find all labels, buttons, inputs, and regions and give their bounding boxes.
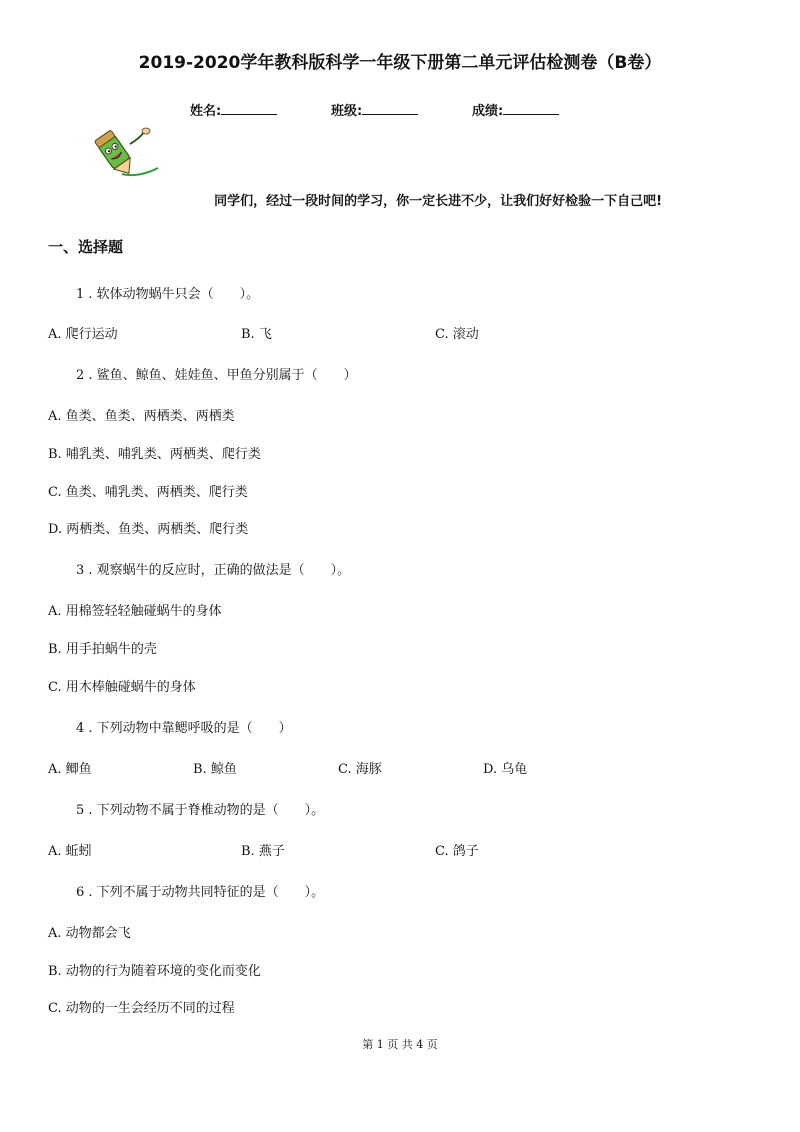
question-4: 4 . 下列动物中靠鳃呼吸的是（ ） — [76, 721, 292, 736]
q4-option-d[interactable]: D. 乌龟 — [483, 762, 528, 777]
question-3: 3 . 观察蜗牛的反应时，正确的做法是（ ）。 — [76, 563, 351, 578]
section-heading: 一、选择题 — [48, 238, 124, 256]
q3-option-b[interactable]: B. 用手拍蜗牛的壳 — [48, 642, 157, 657]
score-blank[interactable] — [503, 102, 559, 115]
score-label: 成绩: — [472, 104, 504, 119]
q5-option-b[interactable]: B. 燕子 — [241, 844, 285, 859]
class-field[interactable] — [331, 100, 418, 119]
pencil-mascot-icon — [92, 124, 162, 180]
q1-option-a[interactable]: A. 爬行运动 — [48, 327, 118, 342]
q2-option-a[interactable]: A. 鱼类、鱼类、两栖类、两栖类 — [48, 409, 235, 424]
q1-option-c[interactable]: C. 滚动 — [435, 327, 479, 342]
class-label: 班级: — [331, 104, 363, 119]
q6-option-b[interactable]: B. 动物的行为随着环境的变化而变化 — [48, 964, 261, 979]
question-1: 1 . 软体动物蜗牛只会（ ）。 — [76, 287, 260, 302]
class-blank[interactable] — [362, 102, 418, 115]
question-6: 6 . 下列不属于动物共同特征的是（ ）。 — [76, 885, 325, 900]
name-label: 姓名: — [190, 104, 222, 119]
q3-option-a[interactable]: A. 用棉签轻轻触碰蜗牛的身体 — [48, 604, 222, 619]
page-title: 2019-2020学年教科版科学一年级下册第二单元评估检测卷（B卷） — [138, 53, 662, 73]
name-field[interactable] — [190, 100, 277, 119]
q4-option-a[interactable]: A. 鲫鱼 — [48, 762, 92, 777]
name-blank[interactable] — [221, 102, 277, 115]
q4-option-b[interactable]: B. 鲸鱼 — [193, 762, 237, 777]
score-field[interactable] — [472, 100, 559, 119]
q3-option-c[interactable]: C. 用木棒触碰蜗牛的身体 — [48, 680, 196, 695]
q5-option-c[interactable]: C. 鸽子 — [435, 844, 479, 859]
q6-option-a[interactable]: A. 动物都会飞 — [48, 926, 131, 941]
encouragement-text: 同学们，经过一段时间的学习，你一定长进不少，让我们好好检验一下自己吧! — [214, 194, 662, 209]
q5-option-a[interactable]: A. 蚯蚓 — [48, 844, 92, 859]
q2-option-d[interactable]: D. 两栖类、鱼类、两栖类、爬行类 — [48, 522, 249, 537]
q6-option-c[interactable]: C. 动物的一生会经历不同的过程 — [48, 1001, 235, 1016]
q2-option-c[interactable]: C. 鱼类、哺乳类、两栖类、爬行类 — [48, 485, 248, 500]
page-footer: 第 1 页 共 4 页 — [362, 1038, 438, 1051]
q2-option-b[interactable]: B. 哺乳类、哺乳类、两栖类、爬行类 — [48, 447, 261, 462]
q4-option-c[interactable]: C. 海豚 — [338, 762, 382, 777]
question-5: 5 . 下列动物不属于脊椎动物的是（ ）。 — [76, 803, 325, 818]
question-2: 2 . 鲨鱼、鲸鱼、娃娃鱼、甲鱼分别属于（ ） — [76, 368, 357, 383]
q1-option-b[interactable]: B. 飞 — [241, 327, 272, 342]
